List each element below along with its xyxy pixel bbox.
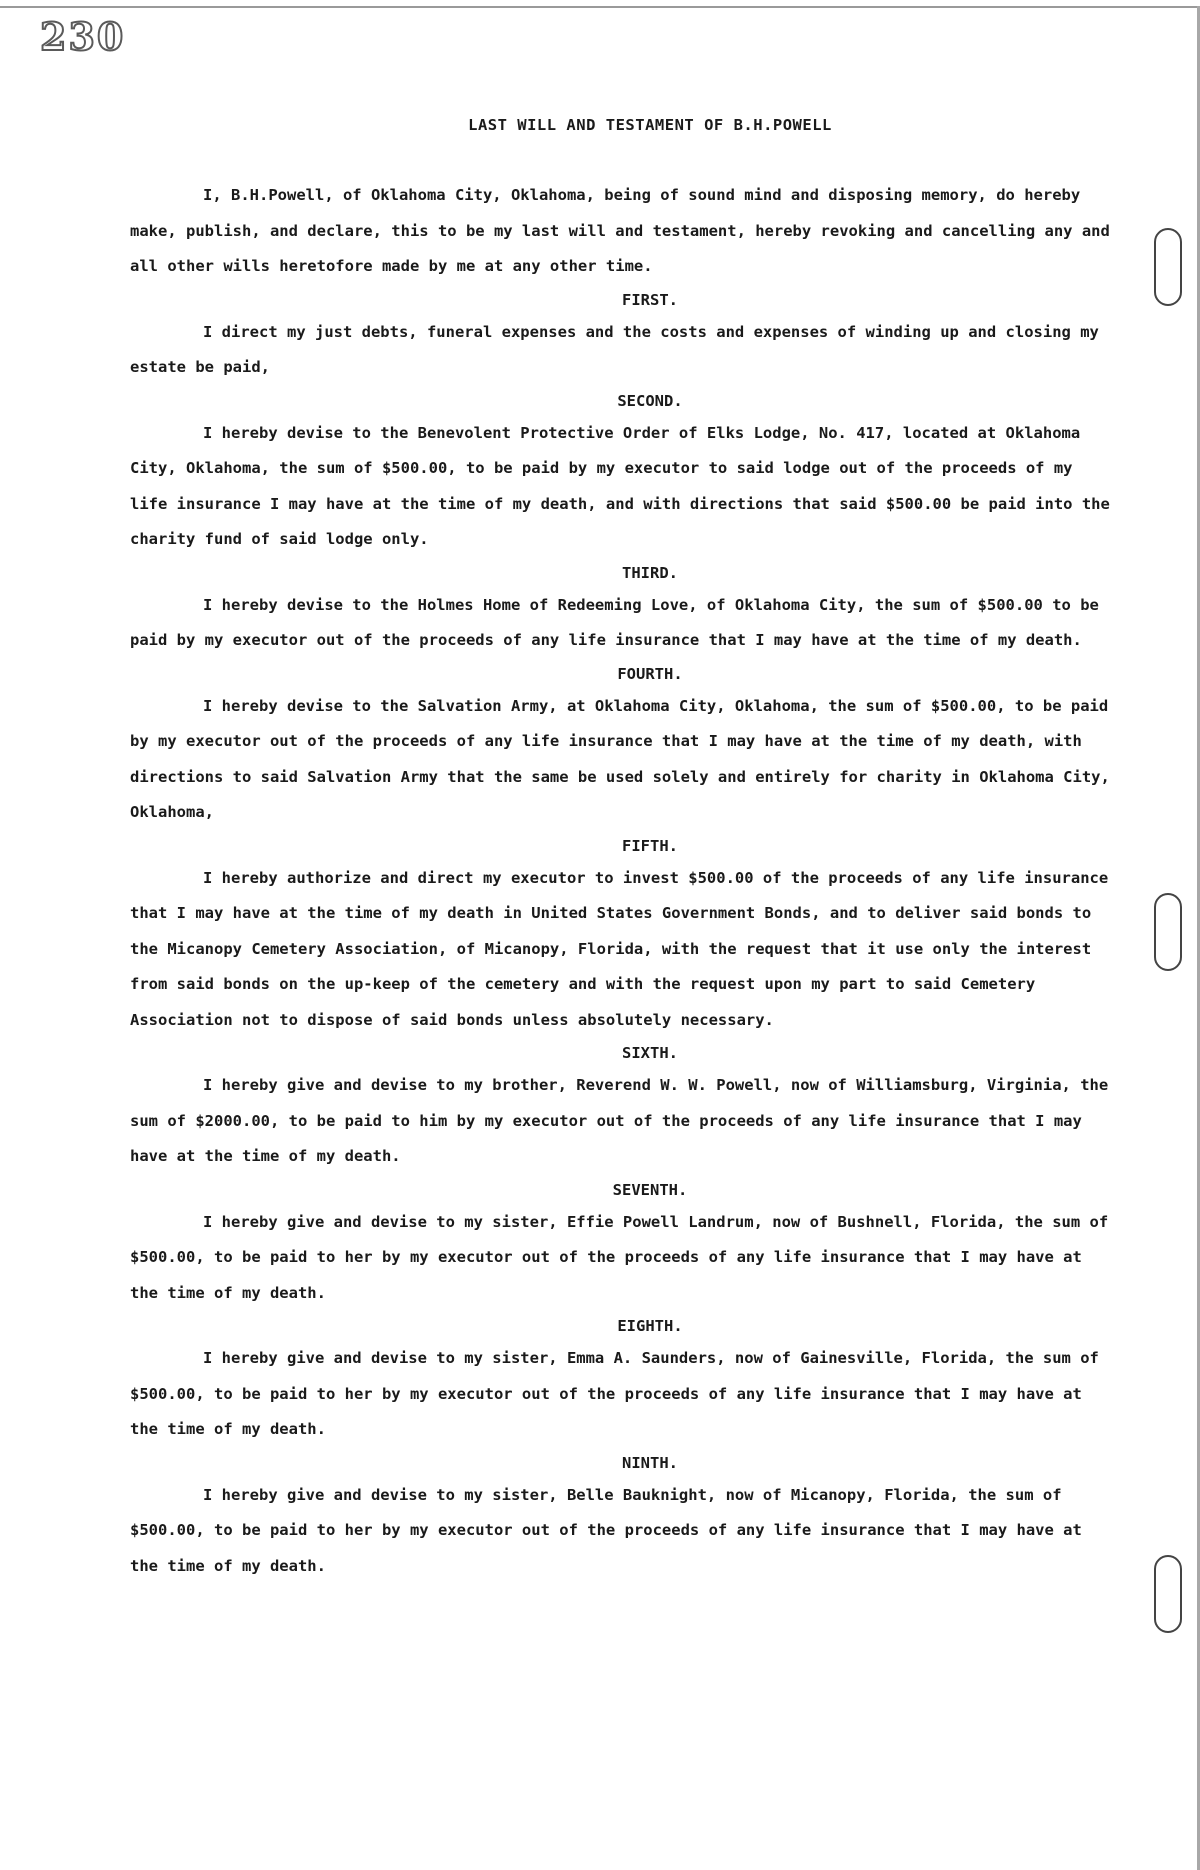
- binder-hole: [1154, 1555, 1182, 1633]
- intro-paragraph: I, B.H.Powell, of Oklahoma City, Oklahoma, being of sound mind and disposing memory, do hereby make, publish, and declare, this to be my last will and testament, hereby revoking and cancelling any and all other wills heretofore made by me at any other time.: [130, 186, 1110, 275]
- section-text: I hereby give and devise to my sister, Emma A. Saunders, now of Gainesville, Florida, the sum of $500.00, to be paid to her by my executor out of the proceeds of any life insurance that I may have at the time of my death.: [130, 1349, 1099, 1438]
- page-top-edge: [0, 6, 1200, 8]
- section-ninth: [130, 1448, 1110, 1585]
- section-text: I direct my just debts, funeral expenses and the costs and expenses of winding up and closing my estate be paid,: [130, 322, 1099, 376]
- section-text: I hereby devise to the Holmes Home of Redeeming Love, of Oklahoma City, the sum of $500.00 to be paid by my executor out of the proceeds of any life insurance that I may have at the time of my death.: [130, 595, 1099, 649]
- section-fifth: [130, 831, 1110, 1039]
- section-sixth: [130, 1038, 1110, 1175]
- section-eighth: [130, 1311, 1110, 1448]
- section-third: [130, 558, 1110, 659]
- section-first: [130, 285, 1110, 386]
- section-fourth: [130, 659, 1110, 831]
- section-heading: THIRD.: [622, 563, 678, 582]
- section-text: I hereby devise to the Benevolent Protective Order of Elks Lodge, No. 417, located at Oklahoma City, Oklahoma, the sum of $500.00, to be paid by my executor to said lodge out of the proceeds of my life insurance I may have at the time of my death, and with directions that said $500.00 be paid into the charity fund of said lodge only.: [130, 423, 1110, 548]
- section-seventh: [130, 1175, 1110, 1312]
- section-text: I hereby devise to the Salvation Army, at Oklahoma City, Oklahoma, the sum of $500.00, to be paid by my executor out of the proceeds of any life insurance that I may have at the time of my death, with directions to said Salvation Army that the same be used solely and entirely for charity in Oklahoma City, Oklahoma,: [130, 696, 1110, 821]
- section-heading: EIGHTH.: [617, 1317, 683, 1335]
- section-heading: SECOND.: [617, 391, 683, 410]
- section-text: I hereby give and devise to my sister, Belle Bauknight, now of Micanopy, Florida, the sum of $500.00, to be paid to her by my executor out of the proceeds of any life insurance that I may have at the time of my death.: [130, 1485, 1082, 1575]
- section-second: [130, 386, 1110, 558]
- will-body: [130, 116, 1110, 1584]
- document-title: LAST WILL AND TESTAMENT OF B.H.POWELL: [468, 116, 832, 134]
- section-text: I hereby give and devise to my sister, Effie Powell Landrum, now of Bushnell, Florida, the sum of $500.00, to be paid to her by my executor out of the proceeds of any life insurance that I may have at the time of my death.: [130, 1212, 1109, 1302]
- section-heading: FIFTH.: [622, 836, 678, 855]
- section-text: I hereby give and devise to my brother, Reverend W. W. Powell, now of Williamsburg, Virginia, the sum of $2000.00, to be paid to him by my executor out of the proceeds of any life insurance that I may have at the time of my death.: [130, 1076, 1109, 1165]
- section-text: I hereby authorize and direct my executor to invest $500.00 of the proceeds of any life insurance that I may have at the time of my death in United States Government Bonds, and to deliver said bonds to the Micanopy Cemetery Association, of Micanopy, Florida, with the request that it use only the interest from said bonds on the up-keep of the cemetery and with the request upon my part to said Cemetery Association not to dispose of said bonds unless absolutely necessary.: [130, 868, 1109, 1029]
- binder-hole: [1154, 893, 1182, 971]
- section-heading: FIRST.: [622, 290, 678, 309]
- page-number: 230: [40, 14, 126, 59]
- section-heading: SIXTH.: [622, 1044, 678, 1062]
- section-heading: SEVENTH.: [612, 1180, 688, 1199]
- section-heading: FOURTH.: [617, 664, 683, 683]
- binder-hole: [1154, 228, 1182, 306]
- section-heading: NINTH.: [622, 1453, 678, 1472]
